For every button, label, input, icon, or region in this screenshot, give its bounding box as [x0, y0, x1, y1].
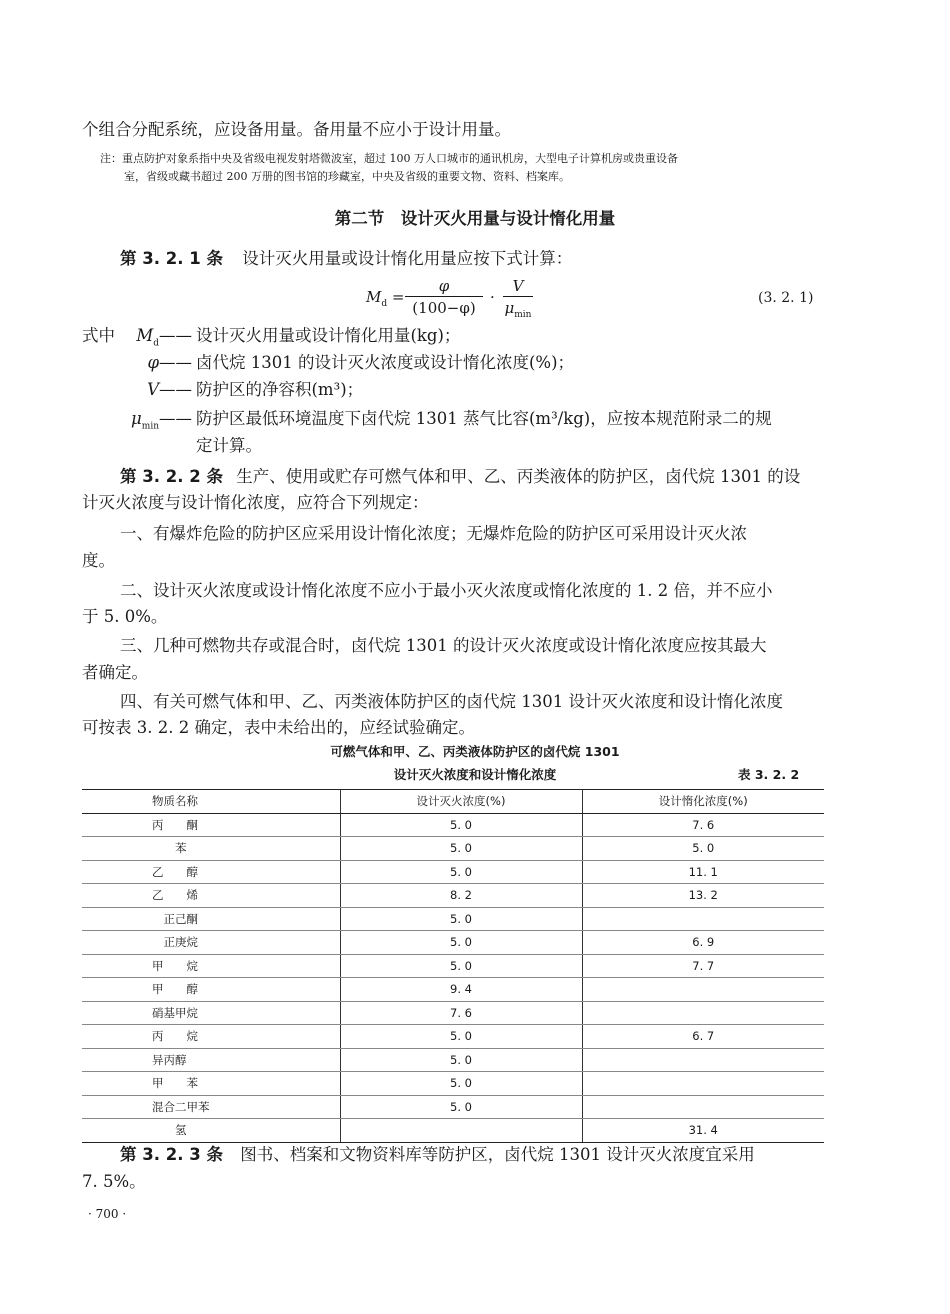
formula: [366, 288, 404, 309]
table-row: [82, 1025, 824, 1049]
def-text: 设计灭火用量或设计惰化用量(kg)；: [196, 326, 461, 345]
paragraph-line: 7. 5%。: [82, 1172, 146, 1191]
paragraph-line: 个组合分配系统，应设备用量。备用量不应小于设计用量。: [82, 120, 511, 139]
extinguish-cell: 7. 6: [340, 1001, 582, 1025]
article-number: 第 3. 2. 3 条: [120, 1145, 223, 1164]
formula-fraction-2: [503, 277, 533, 320]
extinguish-cell: 5. 0: [340, 860, 582, 884]
article-3-2-2: [120, 465, 800, 489]
extinguish-cell: 5. 0: [340, 1072, 582, 1096]
inert-cell: 7. 6: [582, 813, 824, 837]
substance-cell: 混合二甲苯: [82, 1095, 340, 1119]
substance-cell: 正己酮: [82, 907, 340, 931]
table-label: 表 3. 2. 2: [738, 767, 800, 782]
substance-cell: 丙 烷: [82, 1025, 340, 1049]
substance-cell: 正庚烷: [82, 931, 340, 955]
def-text: 防护区的净容积(m³)；: [196, 380, 364, 399]
formula-lhs: M: [366, 288, 382, 306]
table-row: [82, 978, 824, 1002]
substance-cell: 乙 醇: [82, 860, 340, 884]
table-row: [82, 1119, 824, 1143]
paragraph-line: 四、有关可燃气体和甲、乙、丙类液体防护区的卤代烷 1301 设计灭火浓度和设计惰化浓度: [120, 692, 783, 711]
substance-cell: 苯: [82, 837, 340, 861]
extinguish-cell: 5. 0: [340, 1048, 582, 1072]
substance-cell: 甲 烷: [82, 954, 340, 978]
article-text: 图书、档案和文物资料库等防护区，卤代烷 1301 设计灭火浓度宜采用: [240, 1145, 755, 1164]
article-3-2-3: [120, 1143, 755, 1167]
article-text: 生产、使用或贮存可燃气体和甲、乙、丙类液体的防护区，卤代烷 1301 的设: [236, 467, 801, 486]
extinguish-cell: 5. 0: [340, 954, 582, 978]
substance-cell: 甲 醇: [82, 978, 340, 1002]
table-row: [82, 954, 824, 978]
extinguish-cell: [340, 1119, 582, 1143]
extinguish-cell: 8. 2: [340, 884, 582, 908]
inert-cell: [582, 1001, 824, 1025]
note-line: 注：重点防护对象系指中央及省级电视发射塔微波室，超过 100 万人口城市的通讯机房，大型电子计算机房或贵重设备: [100, 152, 678, 165]
extinguish-cell: 5. 0: [340, 837, 582, 861]
extinguish-cell: 5. 0: [340, 931, 582, 955]
table-row: [82, 931, 824, 955]
formula-lhs-sub: d: [381, 299, 388, 309]
table-row: [82, 813, 824, 837]
formula-dot: ·: [490, 288, 495, 306]
extinguish-cell: 5. 0: [340, 813, 582, 837]
inert-cell: 31. 4: [582, 1119, 824, 1143]
fraction-denominator-sub: min: [514, 310, 532, 320]
def-text: 防护区最低环境温度下卤代烷 1301 蒸气比容(m³/kg)，应按本规范附录二的规: [196, 409, 772, 428]
paragraph-line: 计灭火浓度与设计惰化浓度，应符合下列规定：: [82, 493, 429, 512]
table-row: [82, 1095, 824, 1119]
paragraph-line: 三、几种可燃物共存或混合时，卤代烷 1301 的设计灭火浓度或设计惰化浓度应按其最大: [120, 636, 767, 655]
formula-fraction-1: [405, 277, 483, 317]
article-number: 第 3. 2. 2 条: [120, 467, 223, 486]
paragraph-line: 一、有爆炸危险的防护区应采用设计惰化浓度；无爆炸危险的防护区可采用设计灭火浓: [120, 524, 747, 543]
inert-cell: [582, 1048, 824, 1072]
def-text-cont: 定计算。: [196, 436, 262, 455]
article-number: 第 3. 2. 1 条: [120, 249, 223, 268]
where-label: 式中: [82, 326, 115, 345]
extinguish-cell: 5. 0: [340, 1095, 582, 1119]
substance-cell: 甲 苯: [82, 1072, 340, 1096]
table-row: [82, 1001, 824, 1025]
inert-cell: [582, 1072, 824, 1096]
inert-cell: 13. 2: [582, 884, 824, 908]
table-title: 可燃气体和甲、乙、丙类液体防护区的卤代烷 1301: [330, 744, 620, 759]
def-text: 卤代烷 1301 的设计灭火浓度或设计惰化浓度(%)；: [196, 353, 575, 372]
paragraph-line: 二、设计灭火浓度或设计惰化浓度不应小于最小灭火浓度或惰化浓度的 1. 2 倍，并不应小: [120, 581, 773, 600]
column-header: 设计灭火浓度(%): [340, 790, 582, 814]
fraction-numerator: V: [512, 277, 524, 295]
fraction-denominator: μ: [504, 299, 515, 317]
table-row: [82, 1048, 824, 1072]
def-symbol: φ——: [147, 353, 192, 372]
paragraph-line: 度。: [82, 551, 115, 570]
extinguish-cell: 5. 0: [340, 907, 582, 931]
inert-cell: [582, 1095, 824, 1119]
paragraph-line: 者确定。: [82, 663, 148, 682]
table-row: [82, 837, 824, 861]
substance-cell: 硝基甲烷: [82, 1001, 340, 1025]
inert-cell: 11. 1: [582, 860, 824, 884]
article-text: 设计灭火用量或设计惰化用量应按下式计算：: [242, 249, 573, 268]
fraction-numerator: φ: [438, 277, 450, 295]
section-title: 第二节 设计灭火用量与设计惰化用量: [334, 209, 616, 228]
inert-cell: 7. 7: [582, 954, 824, 978]
extinguish-cell: 5. 0: [340, 1025, 582, 1049]
inert-cell: 5. 0: [582, 837, 824, 861]
inert-cell: [582, 907, 824, 931]
table-row: [82, 860, 824, 884]
column-header: 物质名称: [82, 790, 340, 814]
page-number: · 700 ·: [88, 1207, 127, 1221]
inert-cell: 6. 9: [582, 931, 824, 955]
note-line: 室，省级或藏书超过 200 万册的图书馆的珍藏室，中央及省级的重要文物、资料、档案库。: [124, 170, 570, 183]
def-symbol: $M_d——$: [136, 326, 192, 349]
substance-cell: 异丙醇: [82, 1048, 340, 1072]
inert-cell: 6. 7: [582, 1025, 824, 1049]
article-3-2-1: [120, 247, 572, 271]
table-header-row: [82, 790, 824, 814]
def-symbol: V——: [147, 380, 192, 399]
concentration-table: [82, 789, 824, 1143]
table-row: [82, 1072, 824, 1096]
paragraph-line: 于 5. 0%。: [82, 607, 168, 626]
substance-cell: 丙 酮: [82, 813, 340, 837]
substance-cell: 乙 烯: [82, 884, 340, 908]
extinguish-cell: 9. 4: [340, 978, 582, 1002]
equation-number: (3. 2. 1): [758, 290, 814, 306]
formula-equals: =: [391, 288, 405, 306]
table-title: 设计灭火浓度和设计惰化浓度: [393, 767, 557, 782]
paragraph-line: 可按表 3. 2. 2 确定，表中未给出的，应经试验确定。: [82, 718, 475, 737]
inert-cell: [582, 978, 824, 1002]
fraction-denominator: (100−φ): [412, 299, 476, 317]
column-header: 设计惰化浓度(%): [582, 790, 824, 814]
table-row: [82, 907, 824, 931]
substance-cell: 氢: [82, 1119, 340, 1143]
def-symbol: $\mu_{min}——$: [131, 409, 192, 432]
table-row: [82, 884, 824, 908]
